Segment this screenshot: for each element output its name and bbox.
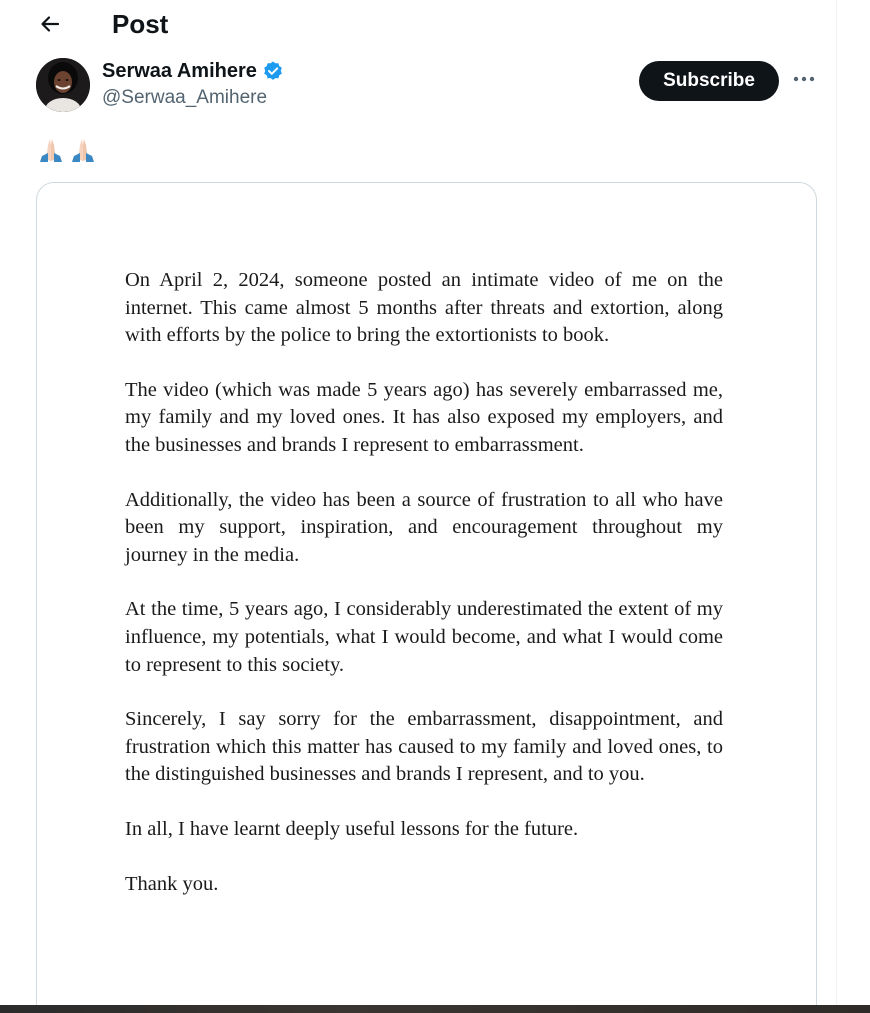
bottom-edge-bar bbox=[0, 1005, 870, 1013]
statement-paragraph: Sincerely, I say sorry for the embarrassment, disappointment, and frustration which this matter has caused to my family and loved ones, to the distinguished businesses and brands I represent, and to you. bbox=[125, 708, 723, 786]
post-header bbox=[0, 0, 836, 52]
statement-text bbox=[125, 267, 723, 925]
statement-image-card[interactable] bbox=[36, 182, 817, 1013]
statement-paragraph: In all, I have learnt deeply useful lessons for the future. bbox=[125, 817, 579, 840]
column-divider bbox=[836, 0, 837, 1005]
author-name-row bbox=[102, 58, 284, 84]
verified-badge-icon[interactable] bbox=[262, 60, 284, 82]
statement-paragraph: The video (which was made 5 years ago) has severely embarrassed me, my family and my loved ones. It has also exposed my employers, and the businesses and brands I represent to embarrassment. bbox=[125, 378, 723, 456]
avatar-image bbox=[36, 58, 90, 112]
more-options-button[interactable] bbox=[790, 66, 818, 92]
more-horizontal-icon bbox=[792, 75, 816, 83]
statement-paragraph: On April 2, 2024, someone posted an intimate video of me on the internet. This came almost 5 months after threats and extortion, along with efforts by the police to bring the extortionists to book. bbox=[125, 269, 723, 347]
statement-paragraph: At the time, 5 years ago, I considerably underestimated the extent of my influence, my potentials, what I would become, and what I would come to represent to this society. bbox=[125, 598, 723, 676]
folded-hands-emoji-icon bbox=[36, 136, 66, 164]
page-title: Post bbox=[112, 9, 169, 39]
folded-hands-emoji-icon bbox=[68, 136, 98, 164]
arrow-left-icon bbox=[38, 12, 62, 36]
author-name[interactable]: Serwaa Amihere bbox=[102, 60, 257, 82]
statement-paragraph: Thank you. bbox=[125, 872, 219, 895]
back-button[interactable] bbox=[34, 8, 66, 40]
avatar[interactable] bbox=[36, 58, 90, 112]
statement-paragraph: Additionally, the video has been a source of frustration to all who have been my support, inspiration, and encouragement throughout my journey in the media. bbox=[125, 488, 723, 566]
post-text bbox=[36, 136, 98, 164]
author-handle[interactable]: @Serwaa_Amihere bbox=[102, 87, 268, 108]
author-info bbox=[102, 58, 284, 112]
subscribe-button[interactable]: Subscribe bbox=[639, 61, 779, 101]
